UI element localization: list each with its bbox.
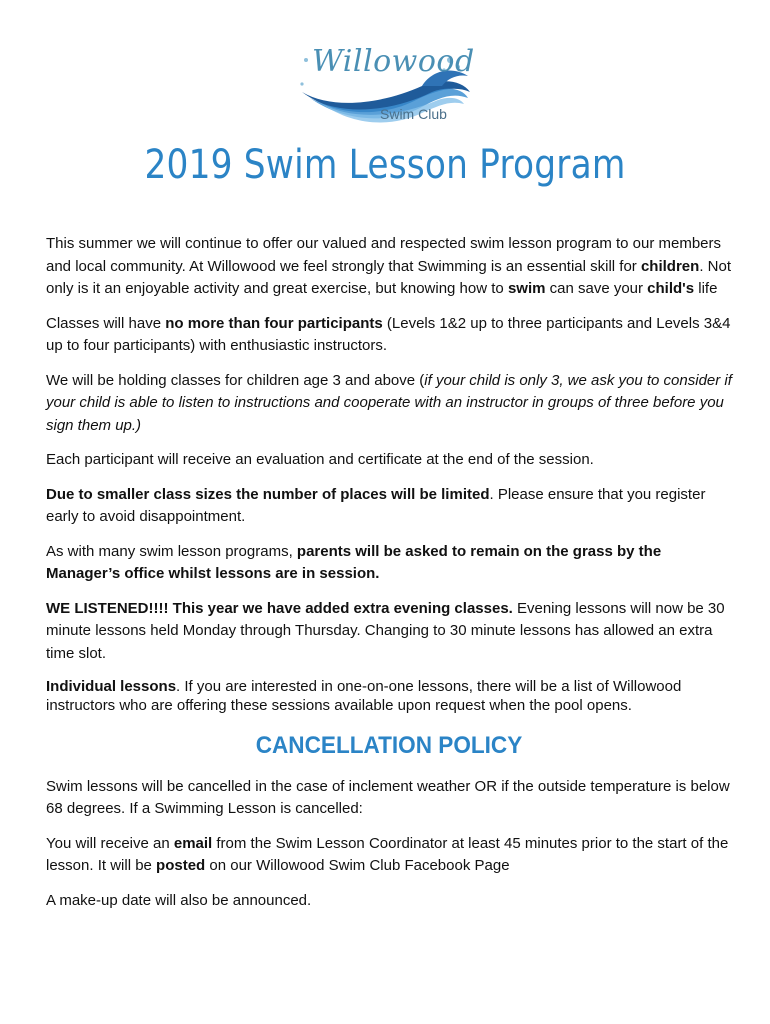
makeup-date-paragraph: A make-up date will also be announced. bbox=[46, 891, 312, 909]
parents-paragraph: As with many swim lesson programs, parents will be asked to remain on the grass by the Manager’s office whilst lessons are in session. bbox=[46, 542, 662, 582]
document-body bbox=[46, 233, 732, 924]
intro-paragraph: This summer we will continue to offer our valued and respected swim lesson program to our members and local community. At Willowood we feel strongly that Swimming is an essential skill for children. Not only is it an enjoyable activity and great exercise, but knowing how to swim can save your child's life bbox=[46, 235, 732, 297]
evaluation-paragraph: Each participant will receive an evaluation and certificate at the end of the session. bbox=[46, 451, 594, 468]
limited-places-paragraph: Due to smaller class sizes the number of places will be limited. Please ensure that you register early to avoid disappointment. bbox=[46, 485, 706, 525]
cancellation-notice-paragraph: You will receive an email from the Swim Lesson Coordinator at least 45 minutes prior to the start of the lesson. It will be posted on our Willowood Swim Club Facebook Page bbox=[46, 834, 729, 874]
cancellation-heading: CANCELLATION POLICY bbox=[255, 732, 523, 759]
class-size-paragraph: Classes will have no more than four participants (Levels 1&2 up to three participants and Levels 3&4 up to four participants) with enthusiastic instructors. bbox=[46, 314, 731, 354]
logo-subtitle: Swim Club bbox=[380, 106, 447, 122]
age-paragraph: We will be holding classes for children age 3 and above (if your child is only 3, we ask you to consider if your child is able to listen to instructions and cooperate with an instructor in groups of three before you sign them up.) bbox=[46, 371, 732, 434]
individual-lessons-paragraph: Individual lessons. If you are interested in one-on-one lessons, there will be a list of Willowood instructors who are offering these sessions available upon request when the pool opens. bbox=[46, 678, 682, 714]
logo-name: Willowood bbox=[312, 44, 475, 79]
page-title: 2019 Swim Lesson Program bbox=[144, 142, 626, 188]
evening-classes-paragraph: WE LISTENED!!!! This year we have added extra evening classes. Evening lessons will now be 30 minute lessons held Monday through Thursday. Changing to 30 minute lessons has allowed an extra time slot. bbox=[46, 599, 725, 662]
cancellation-weather-paragraph: Swim lessons will be cancelled in the case of inclement weather OR if the outside temperature is below 68 degrees. If a Swimming Lesson is cancelled: bbox=[46, 777, 730, 817]
club-logo bbox=[292, 40, 482, 140]
